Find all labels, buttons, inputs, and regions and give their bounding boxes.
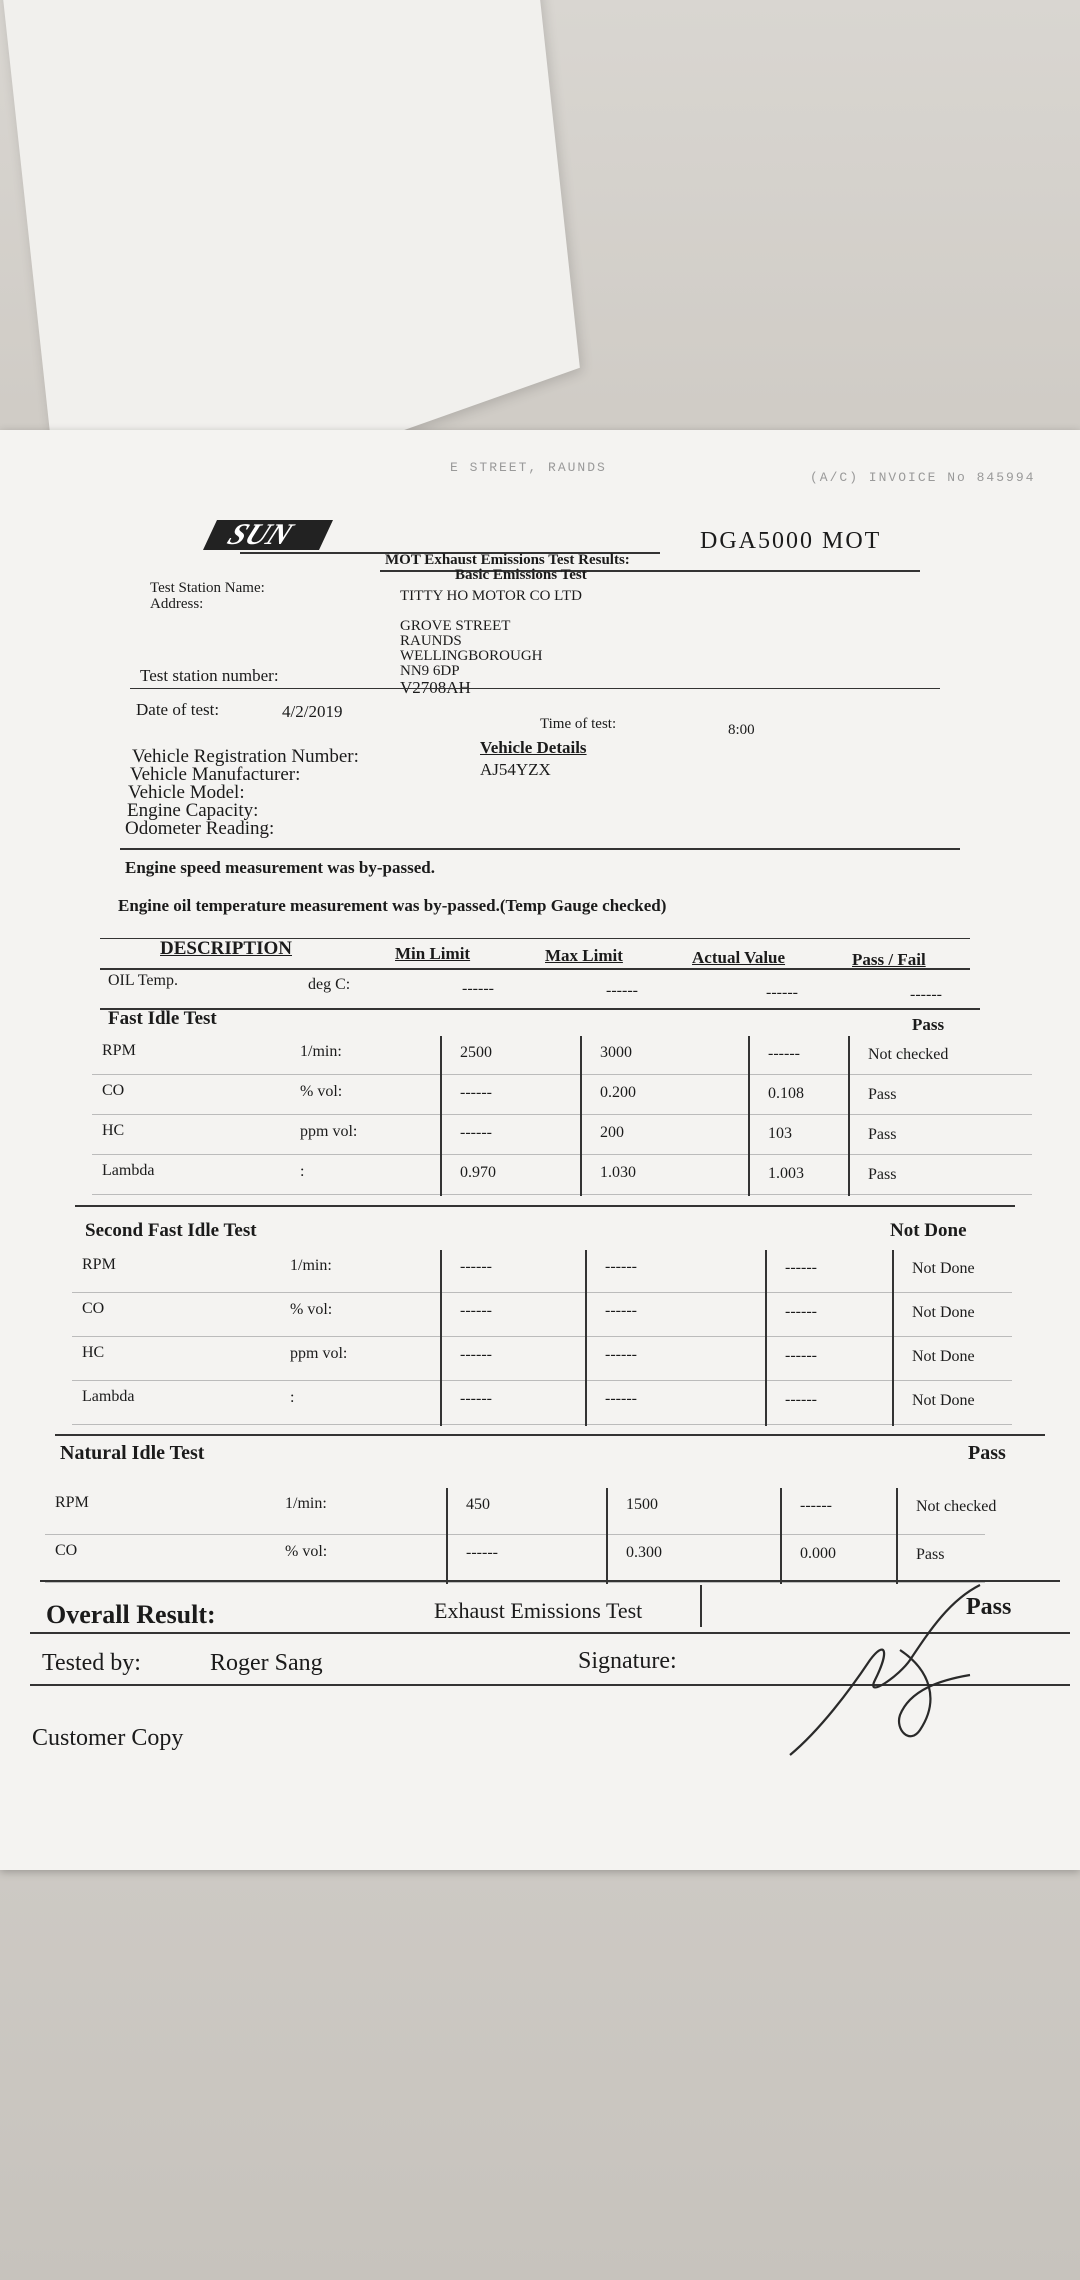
row-name: HC [82, 1344, 105, 1361]
model-label: Vehicle Model: [128, 782, 245, 803]
second-fast-idle-title: Second Fast Idle Test [85, 1220, 257, 1241]
row-max: 3000 [600, 1044, 632, 1062]
row-name: CO [102, 1082, 125, 1099]
column-divider [765, 1250, 767, 1426]
signature-label: Signature: [578, 1648, 677, 1674]
column-divider [892, 1250, 894, 1426]
natural-idle-result: Pass [968, 1442, 1006, 1464]
column-divider [748, 1036, 750, 1196]
row-result: ------ [910, 986, 942, 1003]
row-result: Not checked [916, 1498, 997, 1515]
row-max: ------ [605, 1346, 637, 1364]
row-name: HC [102, 1122, 125, 1139]
row-unit: 1/min: [300, 1042, 342, 1060]
row-actual: 0.000 [800, 1545, 836, 1563]
capacity-label: Engine Capacity: [127, 800, 259, 821]
row-actual: ------ [785, 1303, 817, 1321]
row-actual: ------ [766, 984, 798, 1001]
row-min: 2500 [460, 1043, 492, 1061]
time-label: Time of test: [540, 716, 617, 732]
row-divider [72, 1336, 1012, 1337]
row-divider [92, 1074, 1032, 1075]
row-max: 200 [600, 1124, 624, 1142]
column-divider [780, 1488, 782, 1584]
row-max: ------ [605, 1258, 637, 1276]
row-unit: 1/min: [285, 1494, 327, 1512]
row-result: Not checked [868, 1046, 949, 1063]
row-unit: % vol: [285, 1542, 328, 1560]
row-unit: ppm vol: [290, 1344, 348, 1362]
column-divider [896, 1488, 898, 1584]
row-name: CO [55, 1542, 78, 1559]
divider [700, 1585, 702, 1627]
vehicle-details-label: Vehicle Details [480, 738, 587, 757]
row-unit: % vol: [300, 1082, 343, 1100]
divider [100, 1008, 980, 1010]
row-actual: ------ [785, 1259, 817, 1277]
fast-idle-title: Fast Idle Test [108, 1008, 217, 1029]
row-min: ------ [460, 1345, 492, 1363]
row-max: ------ [605, 1390, 637, 1408]
report-title: DGA5000 MOT [700, 528, 882, 554]
faint-invoice: (A/C) INVOICE No 845994 [810, 470, 1036, 485]
second-fast-idle-result: Not Done [890, 1220, 967, 1241]
results-heading: MOT Exhaust Emissions Test Results: [385, 552, 630, 568]
row-divider [92, 1154, 1032, 1155]
row-min: ------ [460, 1301, 492, 1319]
row-name: CO [82, 1300, 105, 1317]
row-divider [72, 1380, 1012, 1381]
results-subheading: Basic Emissions Test [455, 567, 587, 583]
sun-logo: SUN [203, 520, 333, 550]
row-result: Pass [868, 1166, 897, 1183]
row-result: Pass [868, 1126, 897, 1143]
reg-label: Vehicle Registration Number: [132, 746, 359, 767]
col-actual-value: Actual Value [692, 948, 786, 967]
row-unit: % vol: [290, 1300, 333, 1318]
row-max: ------ [606, 982, 638, 999]
row-name: OIL Temp. [108, 972, 178, 989]
row-name: RPM [55, 1494, 89, 1511]
row-unit: 1/min: [290, 1256, 332, 1274]
column-divider [606, 1488, 608, 1584]
column-divider [440, 1250, 442, 1426]
row-result: Not Done [912, 1304, 975, 1321]
row-max: 1500 [626, 1496, 658, 1514]
row-actual: ------ [785, 1347, 817, 1365]
row-name: Lambda [82, 1388, 135, 1405]
col-min-limit: Min Limit [395, 944, 471, 963]
row-min: 0.970 [460, 1163, 496, 1181]
row-result: Not Done [912, 1260, 975, 1277]
column-divider [440, 1036, 442, 1196]
row-actual: ------ [800, 1497, 832, 1515]
faint-street: E STREET, RAUNDS [450, 460, 607, 475]
address-line: NN9 6DP [400, 663, 460, 679]
row-divider [92, 1114, 1032, 1115]
row-name: RPM [82, 1256, 116, 1273]
row-min: ------ [460, 1123, 492, 1141]
divider [75, 1205, 1015, 1207]
row-actual: 1.003 [768, 1165, 804, 1183]
row-divider [72, 1424, 1012, 1425]
column-divider [446, 1488, 448, 1584]
col-description: DESCRIPTION [160, 938, 292, 959]
customer-copy: Customer Copy [32, 1725, 184, 1751]
overall-result: Pass [966, 1594, 1012, 1620]
handwritten-signature [780, 1580, 1020, 1770]
test-time: 8:00 [728, 722, 755, 738]
col-max-limit: Max Limit [545, 946, 623, 965]
column-divider [580, 1036, 582, 1196]
row-unit: ppm vol: [300, 1122, 358, 1140]
row-actual: ------ [785, 1391, 817, 1409]
row-unit: deg C: [308, 976, 351, 993]
odometer-label: Odometer Reading: [125, 818, 275, 839]
row-result: Not Done [912, 1392, 975, 1409]
row-actual: ------ [768, 1045, 800, 1063]
divider [55, 1434, 1045, 1436]
row-min: 450 [466, 1495, 490, 1513]
row-actual: 103 [768, 1125, 792, 1143]
engine-speed-note: Engine speed measurement was by-passed. [125, 858, 435, 877]
test-date: 4/2/2019 [282, 702, 343, 721]
address-line: WELLINGBOROUGH [400, 648, 543, 664]
overall-test: Exhaust Emissions Test [434, 1598, 643, 1623]
row-min: ------ [460, 1083, 492, 1101]
station-number-label: Test station number: [140, 666, 279, 685]
fast-idle-result: Pass [912, 1015, 945, 1034]
date-label: Date of test: [136, 700, 220, 719]
row-unit: : [300, 1162, 305, 1180]
row-max: ------ [605, 1302, 637, 1320]
tester-name: Roger Sang [210, 1650, 323, 1676]
row-result: Not Done [912, 1348, 975, 1365]
row-max: 1.030 [600, 1164, 636, 1182]
station-number: V2708AH [400, 678, 471, 697]
address-line: RAUNDS [400, 633, 462, 649]
row-result: Pass [868, 1086, 897, 1103]
manufacturer-label: Vehicle Manufacturer: [130, 764, 301, 785]
row-max: 0.300 [626, 1544, 662, 1562]
row-min: ------ [462, 980, 494, 997]
row-divider [92, 1194, 1032, 1195]
station-name-label: Test Station Name: [150, 580, 265, 596]
row-min: ------ [460, 1257, 492, 1275]
row-max: 0.200 [600, 1084, 636, 1102]
divider [130, 688, 940, 689]
address-label: Address: [150, 596, 204, 612]
row-name: Lambda [102, 1162, 155, 1179]
row-result: Pass [916, 1546, 945, 1563]
row-divider [45, 1534, 985, 1535]
column-divider [585, 1250, 587, 1426]
address-line: GROVE STREET [400, 618, 511, 634]
overall-label: Overall Result: [46, 1600, 216, 1629]
row-min: ------ [460, 1389, 492, 1407]
vehicle-reg: AJ54YZX [480, 760, 551, 779]
natural-idle-title: Natural Idle Test [60, 1442, 205, 1464]
column-divider [848, 1036, 850, 1196]
row-divider [72, 1292, 1012, 1293]
row-actual: 0.108 [768, 1085, 804, 1103]
station-name: TITTY HO MOTOR CO LTD [400, 588, 582, 604]
divider [100, 968, 970, 970]
col-pass-fail: Pass / Fail [852, 950, 926, 969]
row-unit: : [290, 1388, 295, 1406]
tested-by-label: Tested by: [42, 1650, 141, 1676]
oil-temp-note: Engine oil temperature measurement was by-passed.(Temp Gauge checked) [118, 896, 667, 915]
row-min: ------ [466, 1543, 498, 1561]
row-name: RPM [102, 1042, 136, 1059]
divider [120, 848, 960, 850]
